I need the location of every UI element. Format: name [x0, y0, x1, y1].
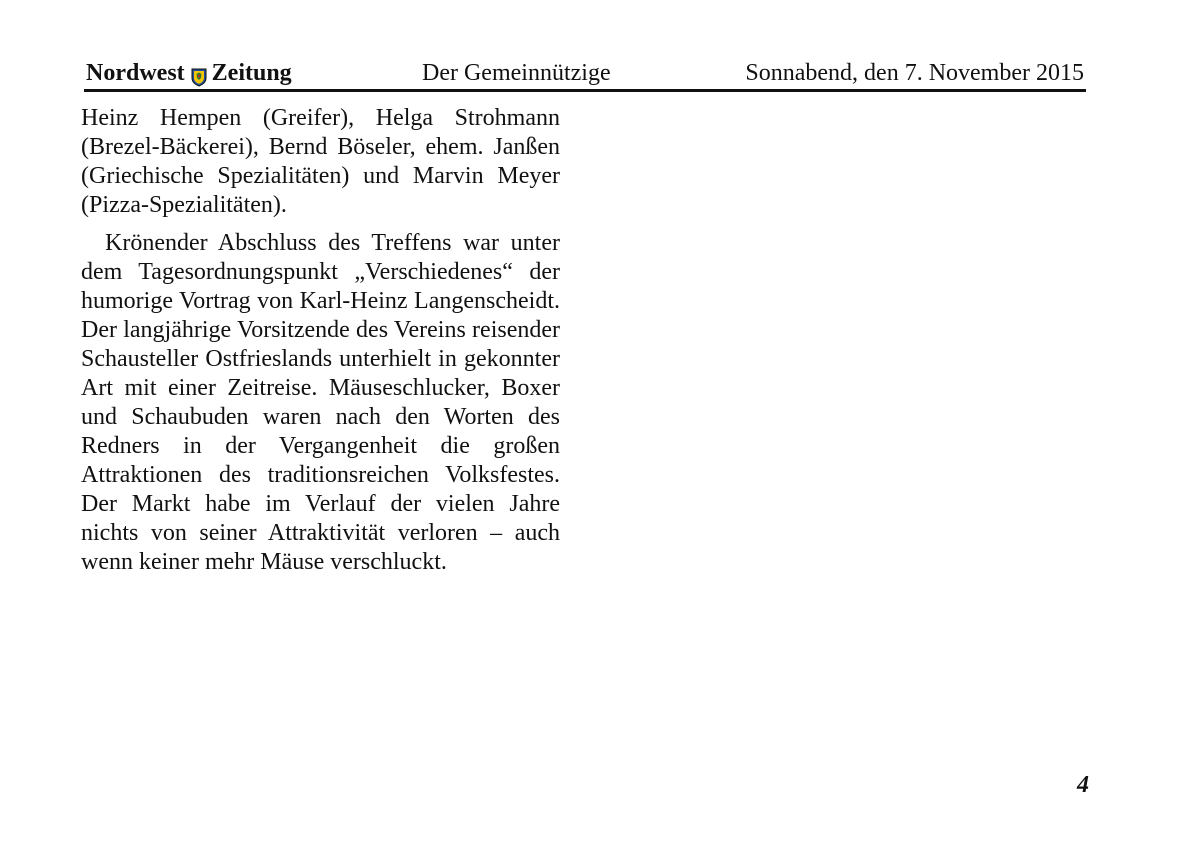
newspaper-masthead — [86, 58, 292, 88]
header-divider — [84, 89, 1086, 92]
masthead-zeitung: Zeitung — [211, 60, 292, 86]
article-paragraph-2: Krönender Abschluss des Treffens war unter dem Tagesordnungspunkt „Verschiedenes“ der humorige Vortrag von Karl-Heinz Langenscheidt. Der langjährige Vorsitzende des Vereins reisender Schausteller Ostfrieslands unterhielt in gekonnter Art mit einer Zeitreise. Mäuseschlucker, Boxer und Schaubuden waren nach den Worten des Redners in der Vergangenheit die großen Attraktionen des traditionsreichen Volksfestes. Der Markt habe im Verlauf der vielen Jahre nichts von seiner Attraktivität verloren – auch wenn keiner mehr Mäuse verschluckt. — [81, 230, 560, 575]
page-header — [84, 58, 1086, 88]
coat-of-arms-icon — [191, 65, 207, 84]
section-title: Der Gemeinnützige — [422, 60, 611, 86]
page-number: 4 — [1077, 772, 1089, 798]
article-paragraph-1: Heinz Hempen (Greifer), Helga Strohmann (Brezel-Bäckerei), Bernd Böseler, ehem. Janßen (Griechische Spezialitäten) und Marvin Meyer (Pizza-Spezialitäten). — [81, 105, 560, 218]
article-column — [81, 104, 560, 577]
issue-date: Sonnabend, den 7. November 2015 — [745, 60, 1084, 86]
masthead-nordwest: Nordwest — [86, 60, 185, 86]
